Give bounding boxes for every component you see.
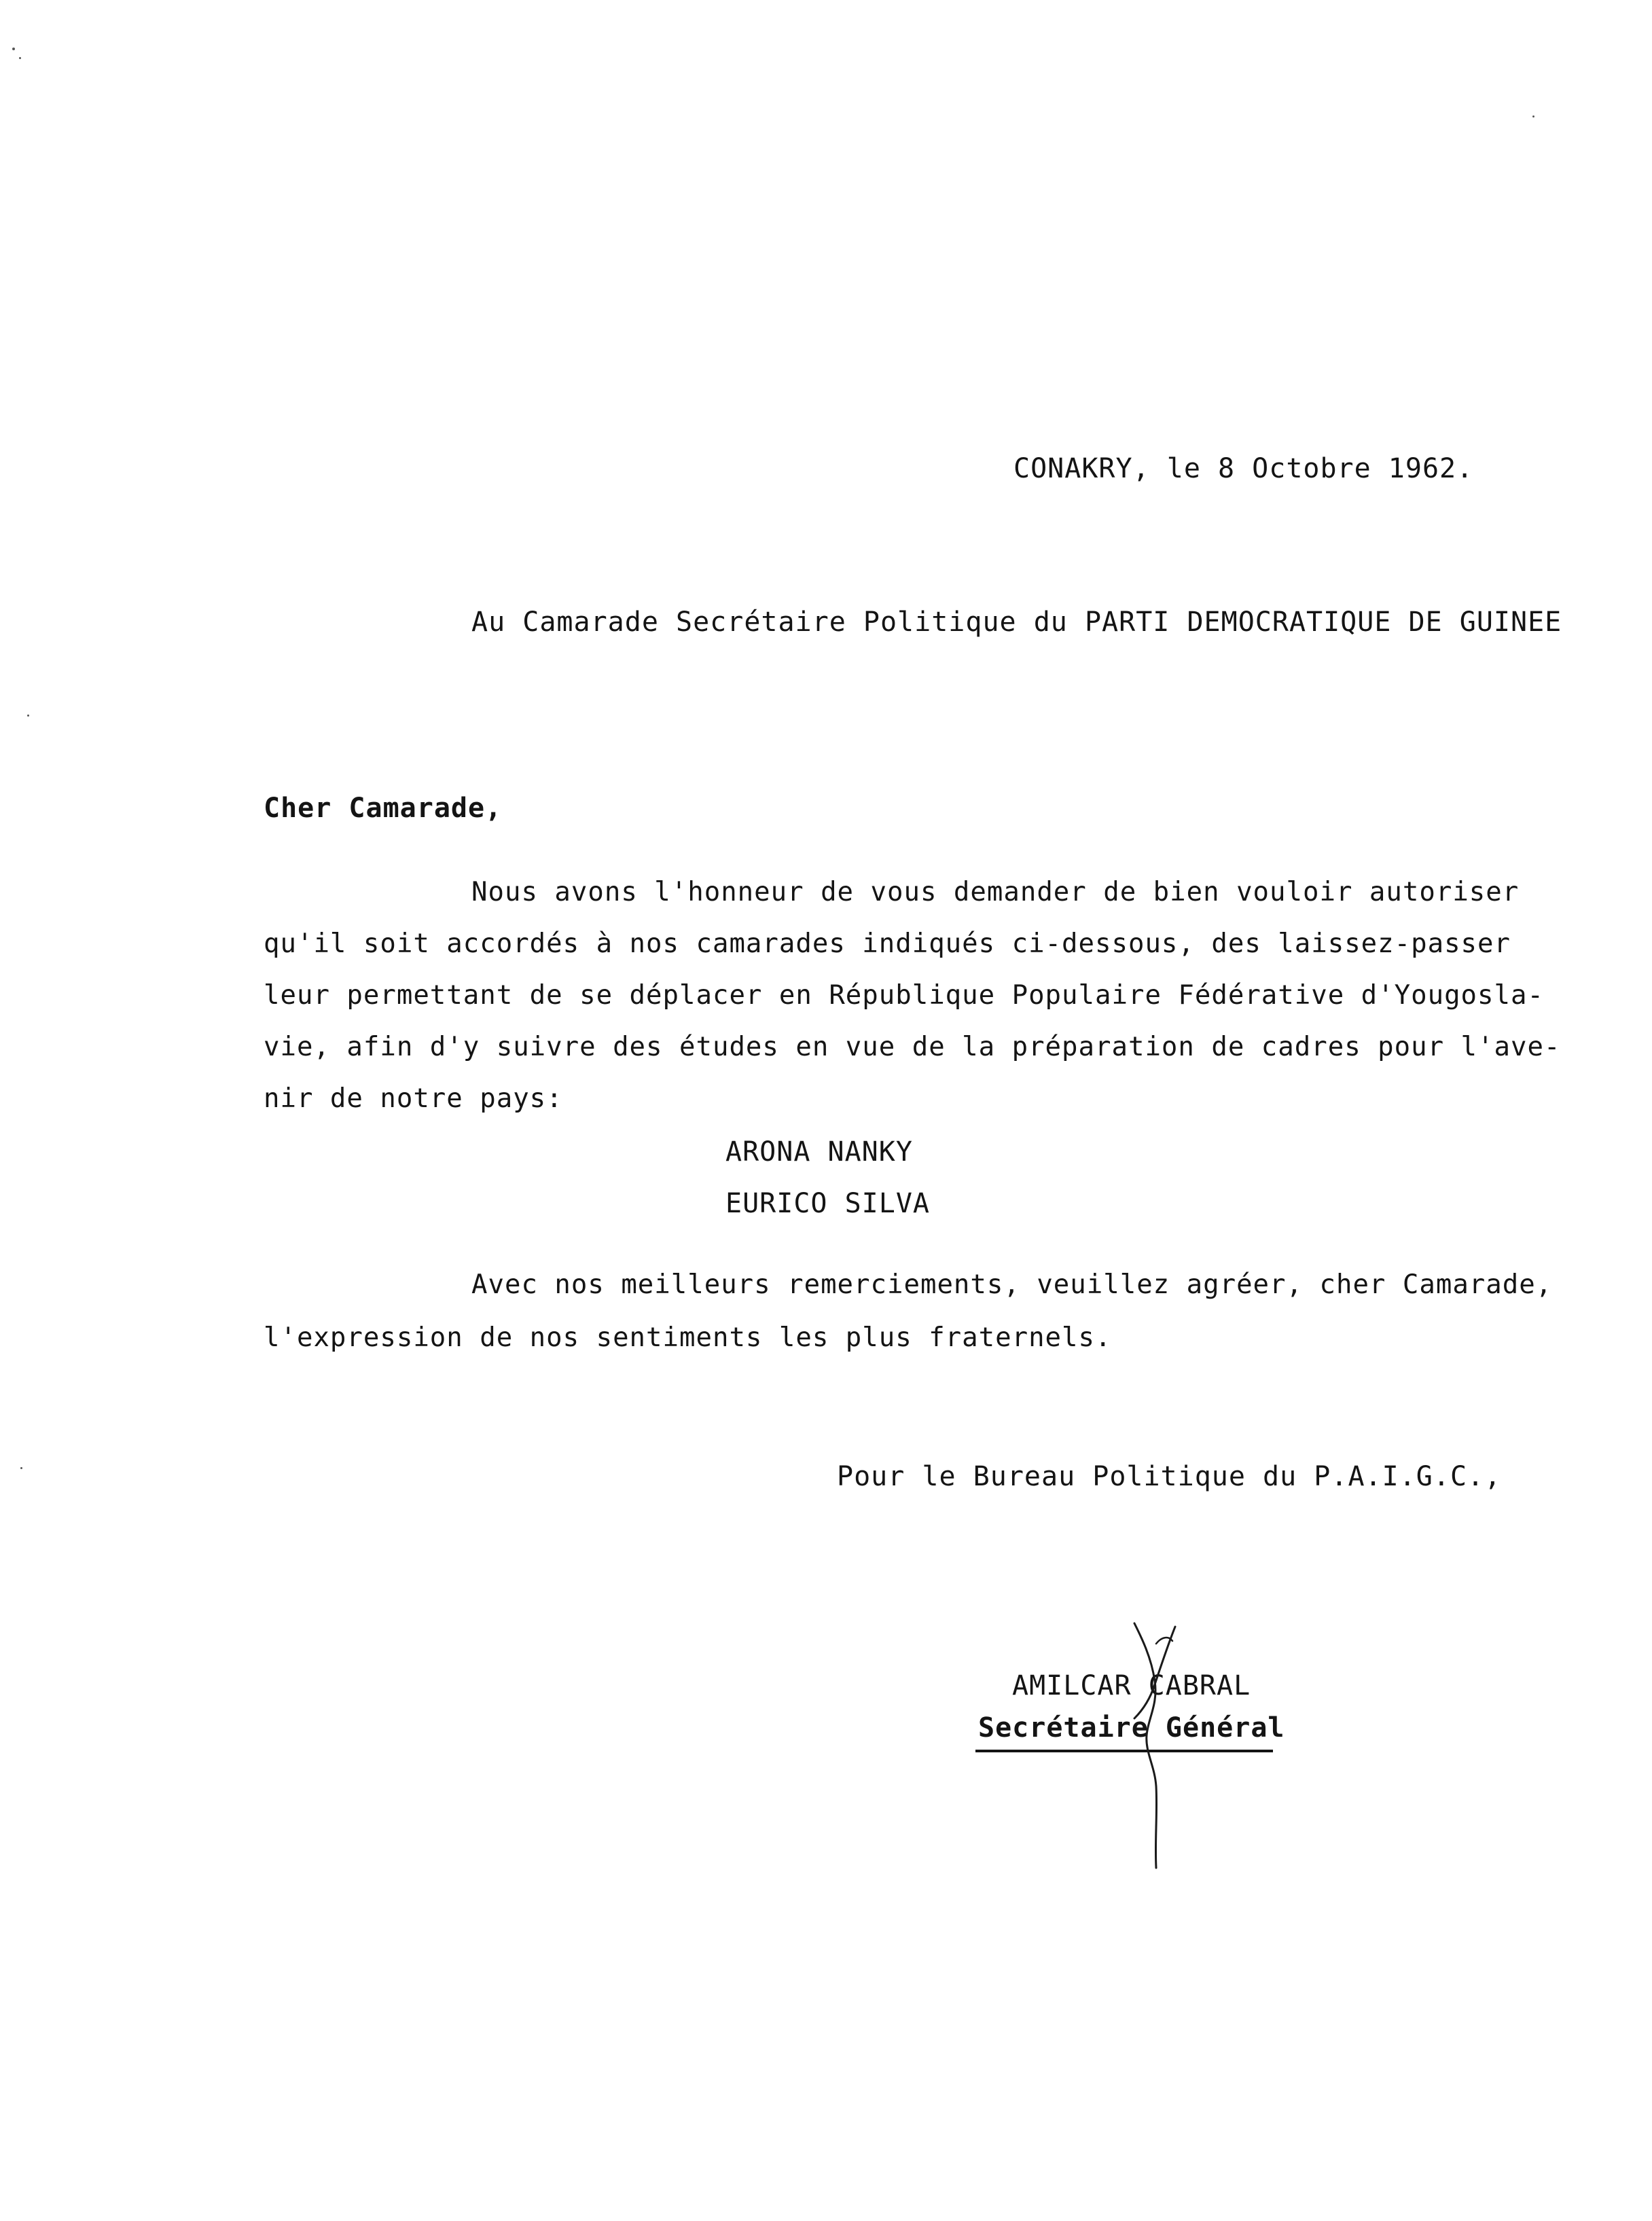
student-name: ARONA NANKY — [725, 1136, 913, 1168]
body-line: leur permettant de se déplacer en République Populaire Fédérative d'Yougosla- — [264, 980, 1544, 1011]
body-line: nir de notre pays: — [264, 1083, 563, 1114]
scan-speck — [27, 715, 29, 717]
scan-speck — [19, 57, 21, 59]
signoff-line: Pour le Bureau Politique du P.A.I.G.C., — [837, 1461, 1502, 1492]
letter-date: CONAKRY, le 8 Octobre 1962. — [1013, 453, 1474, 484]
closing-line: l'expression de nos sentiments les plus fraternels. — [264, 1322, 1112, 1353]
closing-line: Avec nos meilleurs remerciements, veuillez agréer, cher Camarade, — [471, 1269, 1553, 1300]
recipient-line: Au Camarade Secrétaire Politique du PARTI DEMOCRATIQUE DE GUINEE — [471, 607, 1562, 638]
scan-speck — [20, 1467, 22, 1469]
salutation: Cher Camarade, — [264, 793, 503, 824]
scan-speck — [12, 48, 15, 50]
body-line: Nous avons l'honneur de vous demander de bien vouloir autoriser — [471, 877, 1520, 907]
student-name: EURICO SILVA — [725, 1188, 930, 1219]
handwritten-signature — [1114, 1617, 1209, 1875]
signatory-title: Secrétaire Général — [978, 1712, 1285, 1744]
body-line: vie, afin d'y suivre des études en vue de la préparation de cadres pour l'ave- — [264, 1032, 1561, 1062]
scan-speck — [1532, 115, 1534, 118]
signatory-name: AMILCAR CABRAL — [1012, 1670, 1251, 1701]
body-line: qu'il soit accordés à nos camarades indiqués ci-dessous, des laissez-passer — [264, 928, 1511, 959]
